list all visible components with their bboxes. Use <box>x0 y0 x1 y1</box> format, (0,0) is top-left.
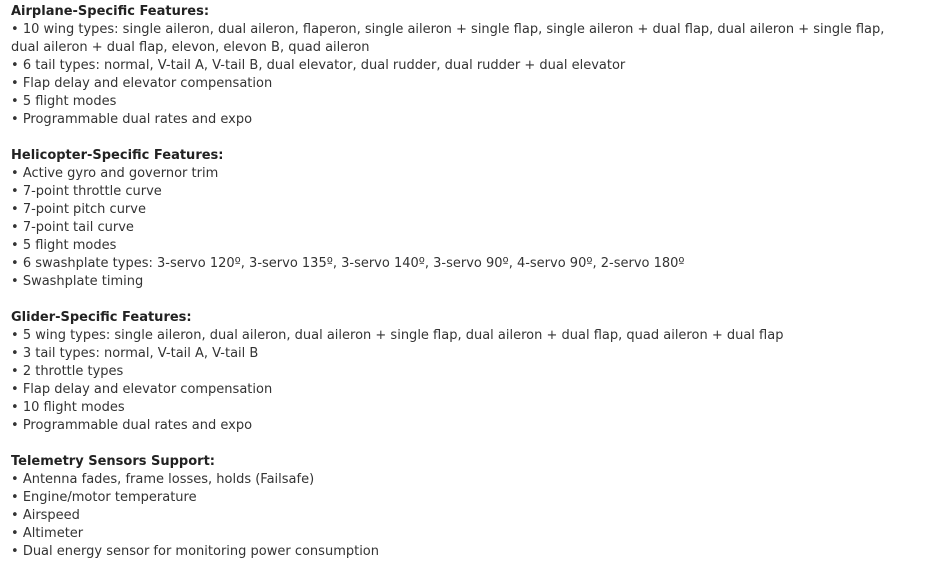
bullet-icon: • <box>11 76 23 91</box>
bullet-icon: • <box>11 202 23 217</box>
bullet-icon: • <box>11 22 23 37</box>
feature-list <box>11 471 936 561</box>
bullet-icon: • <box>11 274 23 289</box>
bullet-icon: • <box>11 58 23 73</box>
list-item <box>11 345 926 363</box>
list-item-text: 5 flight modes <box>22 94 117 109</box>
list-item <box>11 93 926 111</box>
list-item <box>11 399 926 417</box>
list-item <box>11 381 926 399</box>
feature-list <box>11 165 936 291</box>
list-item-text: 2 throttle types <box>22 364 124 379</box>
list-item-text: Dual energy sensor for monitoring power consumption <box>22 544 380 559</box>
list-item <box>11 219 926 237</box>
list-item <box>11 525 926 543</box>
list-item <box>11 507 926 525</box>
list-item-text: 7-point tail curve <box>22 220 134 235</box>
list-item-text: Engine/motor temperature <box>22 490 197 505</box>
list-item <box>11 489 926 507</box>
list-item-text: Airspeed <box>22 508 80 523</box>
bullet-icon: • <box>11 256 23 271</box>
list-item <box>11 237 926 255</box>
section-helicopter <box>11 147 936 291</box>
section-airplane <box>11 3 936 129</box>
section-heading: Glider-Specific Features: <box>11 310 192 325</box>
list-item-text: 7-point throttle curve <box>22 184 162 199</box>
list-item-text: Antenna fades, frame losses, holds (Failsafe) <box>22 472 315 487</box>
list-item <box>11 111 926 129</box>
list-item-text: Active gyro and governor trim <box>22 166 219 181</box>
bullet-icon: • <box>11 526 23 541</box>
section-telemetry <box>11 453 936 561</box>
list-item <box>11 57 926 75</box>
bullet-icon: • <box>11 166 23 181</box>
list-item-text: 10 flight modes <box>22 400 125 415</box>
section-heading: Telemetry Sensors Support: <box>11 454 215 469</box>
list-item-text: 6 swashplate types: 3-servo 120º, 3-servo 135º, 3-servo 140º, 3-servo 90º, 4-servo 90º, 2-servo 180º <box>22 256 685 271</box>
list-item-text: Programmable dual rates and expo <box>22 112 253 127</box>
list-item <box>11 201 926 219</box>
bullet-icon: • <box>11 490 23 505</box>
list-item <box>11 21 926 57</box>
bullet-icon: • <box>11 220 23 235</box>
list-item <box>11 273 926 291</box>
list-item <box>11 471 926 489</box>
bullet-icon: • <box>11 238 23 253</box>
bullet-icon: • <box>11 328 23 343</box>
list-item-text: 7-point pitch curve <box>22 202 146 217</box>
list-item-text: Programmable dual rates and expo <box>22 418 253 433</box>
bullet-icon: • <box>11 418 23 433</box>
bullet-icon: • <box>11 544 23 559</box>
list-item <box>11 327 926 345</box>
list-item-text: Flap delay and elevator compensation <box>22 382 273 397</box>
feature-list <box>11 327 936 435</box>
bullet-icon: • <box>11 382 23 397</box>
list-item-text: 6 tail types: normal, V-tail A, V-tail B, dual elevator, dual rudder, dual rudder + dual elevator <box>22 58 626 73</box>
section-glider <box>11 309 936 435</box>
bullet-icon: • <box>11 508 23 523</box>
list-item-text: 10 wing types: single aileron, dual aileron, flaperon, single aileron + single flap, single aileron + dual flap, dual aileron + single flap, dual aileron + dual flap, elevon, elevon B, quad aileron <box>11 22 885 55</box>
list-item-text: 5 wing types: single aileron, dual aileron, dual aileron + single flap, dual aileron + dual flap, quad aileron + dual flap <box>22 328 784 343</box>
bullet-icon: • <box>11 400 23 415</box>
feature-list <box>11 21 936 129</box>
list-item <box>11 255 926 273</box>
list-item <box>11 75 926 93</box>
list-item <box>11 165 926 183</box>
bullet-icon: • <box>11 94 23 109</box>
bullet-icon: • <box>11 346 23 361</box>
section-heading: Airplane-Specific Features: <box>11 4 210 19</box>
list-item <box>11 183 926 201</box>
list-item <box>11 363 926 381</box>
list-item-text: Altimeter <box>22 526 84 541</box>
list-item <box>11 543 926 561</box>
list-item-text: Swashplate timing <box>22 274 144 289</box>
bullet-icon: • <box>11 184 23 199</box>
bullet-icon: • <box>11 112 23 127</box>
list-item <box>11 417 926 435</box>
bullet-icon: • <box>11 364 23 379</box>
list-item-text: 5 flight modes <box>22 238 117 253</box>
section-heading: Helicopter-Specific Features: <box>11 148 224 163</box>
bullet-icon: • <box>11 472 23 487</box>
list-item-text: 3 tail types: normal, V-tail A, V-tail B <box>22 346 259 361</box>
list-item-text: Flap delay and elevator compensation <box>22 76 273 91</box>
